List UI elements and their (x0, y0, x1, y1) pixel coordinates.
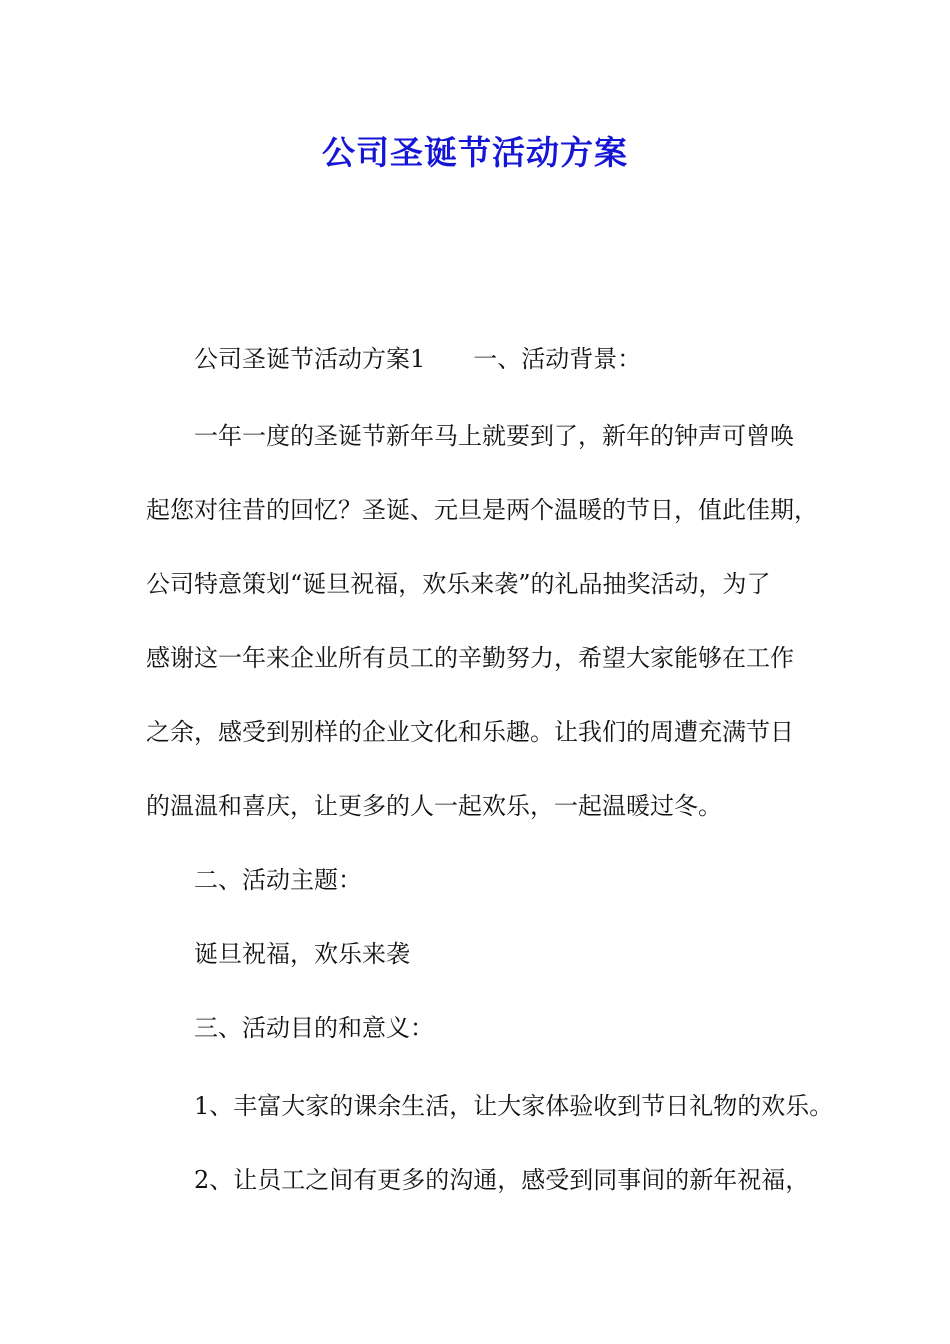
background-line: 感谢这一年来企业所有员工的辛勤努力，希望大家能够在工作 (146, 644, 794, 672)
section-3-heading: 三、活动目的和意义： (194, 1014, 434, 1042)
theme-text: 诞旦祝福，欢乐来袭 (194, 940, 410, 968)
background-line: 公司特意策划“诞旦祝福，欢乐来袭”的礼品抽奖活动，为了 (146, 570, 771, 598)
section-1-heading: 一、活动背景： (473, 345, 642, 373)
purpose-item: 1、丰富大家的课余生活，让大家体验收到节日礼物的欢乐。 (194, 1092, 834, 1120)
background-line: 的温温和喜庆，让更多的人一起欢乐，一起温暖过冬。 (146, 792, 722, 820)
subtitle-line (194, 343, 641, 375)
background-line: 之余，感受到别样的企业文化和乐趣。让我们的周遭充满节日 (146, 718, 794, 746)
section-2-heading: 二、活动主题： (194, 866, 362, 894)
background-line: 一年一度的圣诞节新年马上就要到了，新年的钟声可曾唤 (194, 422, 794, 450)
purpose-item: 2、让员工之间有更多的沟通，感受到同事间的新年祝福， (194, 1166, 810, 1194)
document-title: 公司圣诞节活动方案 (322, 133, 628, 172)
document-subtitle: 公司圣诞节活动方案1 (194, 345, 426, 373)
background-line: 起您对往昔的回忆？圣诞、元旦是两个温暖的节日，值此佳期， (146, 496, 818, 524)
